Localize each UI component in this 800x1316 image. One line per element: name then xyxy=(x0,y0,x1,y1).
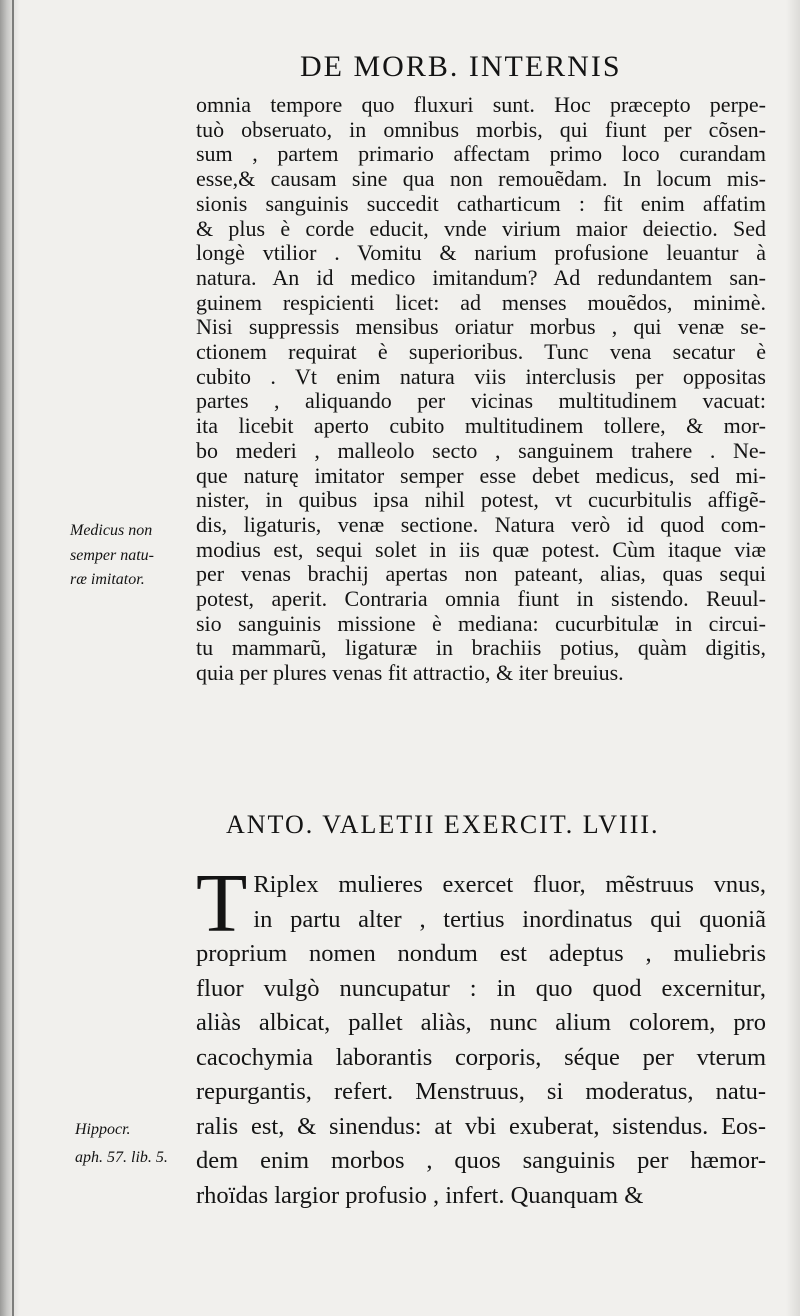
text-line: cubito . Vt enim natura viis interclusis per oppositas xyxy=(196,363,766,389)
margin-note-line: Hippocr. xyxy=(75,1121,131,1138)
text-line: ctionem requirat è superioribus. Tunc vena secatur è xyxy=(196,339,766,365)
margin-note-line: aph. 57. lib. 5. xyxy=(75,1149,168,1166)
text-line: tuò obseruato, in omnibus morbis, qui fiunt per cõsen- xyxy=(196,116,766,142)
text-line: potest, aperit. Contraria omnia fiunt in sistendo. Reuul- xyxy=(196,586,766,612)
text-line: esse,& causam sine qua non remouẽdam. In locum mis- xyxy=(196,166,766,192)
margin-note-hippocr xyxy=(75,1116,168,1172)
chapter-heading: ANTO. VALETII EXERCIT. LVIII. xyxy=(226,810,660,839)
book-binding-shadow xyxy=(0,0,20,1316)
body-text-section-2 xyxy=(196,857,766,1213)
text-line: partes , aliquando per vicinas multitudinem vacuat: xyxy=(196,388,766,414)
text-line: per venas brachij apertas non pateant, alias, quas sequi xyxy=(196,561,766,587)
text-line: dem enim morbos , quos sanguinis per hæmor- xyxy=(196,1147,766,1174)
text-line: dis, ligaturis, venæ sectione. Natura verò id quod com- xyxy=(196,511,766,537)
page-edge-shadow xyxy=(786,0,800,1316)
running-head: DE MORB. INTERNIS xyxy=(300,50,622,83)
text-line: cacochymia laborantis corporis, séque per vterum xyxy=(196,1043,766,1071)
text-line: rhoïdas largior profusio , infert. Quanquam & xyxy=(196,1181,644,1209)
margin-note-line: semper natu- xyxy=(70,546,154,564)
gutter-line xyxy=(12,0,14,1316)
text-line: repurgantis, refert. Menstruus, si moderatus, natu- xyxy=(196,1078,766,1105)
text-line: fluor vulgò nuncupatur : in quo quod excernitur, xyxy=(196,974,766,1002)
text-line: tu mammarũ, ligaturæ in brachiis potius, quàm digitis, xyxy=(196,635,766,661)
text-line: quia per plures venas fit attractio, & iter breuius. xyxy=(196,660,624,686)
text-line: sio sanguinis missione è mediana: cucurbitulæ in circui- xyxy=(196,610,766,636)
margin-note-medicus xyxy=(70,519,154,593)
drop-cap: T xyxy=(196,857,248,950)
margin-note-line: ræ imitator. xyxy=(70,571,145,588)
text-line: modius est, sequi solet in iis quæ potest. Cùm itaque viæ xyxy=(196,536,766,562)
text-line: & plus è corde educit, vnde virium maior deiectio. Sed xyxy=(196,215,766,241)
text-line: omnia tempore quo fluxuri sunt. Hoc præcepto perpe- xyxy=(196,92,766,117)
text-line: Riplex mulieres exercet fluor, mẽstruus vnus, xyxy=(253,871,766,898)
text-line: Nisi suppressis mensibus oriatur morbus , qui venæ se- xyxy=(196,314,766,340)
text-line: que naturę imitator semper esse debet medicus, sed mi- xyxy=(196,462,766,488)
text-line: aliàs albicat, pallet aliàs, nunc alium colorem, pro xyxy=(196,1009,766,1036)
text-line: proprium nomen nondum est adeptus , muliebris xyxy=(196,940,766,967)
text-line: ita licebit aperto cubito multitudinem tollere, & mor- xyxy=(196,413,766,439)
text-line: longè vtilior . Vomitu & narium profusione leuantur à xyxy=(196,240,766,266)
text-line: sum , partem primario affectam primo loco curandam xyxy=(196,141,766,167)
text-line: natura. An id medico imitandum? Ad redundantem san- xyxy=(196,264,766,290)
text-line: bo mederi , malleolo secto , sanguinem trahere . Ne- xyxy=(196,437,766,463)
text-line: sionis sanguinis succedit catharticum : fit enim affatim xyxy=(196,190,766,216)
text-line: guinem respicienti licet: ad menses mouẽdos, minimè. xyxy=(196,289,766,315)
body-text-section-1 xyxy=(196,93,766,686)
margin-note-line: Medicus non xyxy=(70,522,153,539)
text-line: nister, in quibus ipsa nihil potest, vt cucurbitulis affigẽ- xyxy=(196,487,766,513)
text-line: in partu alter , tertius inordinatus qui quoniã xyxy=(253,905,766,933)
text-line: ralis est, & sinendus: at vbi exuberat, sistendus. Eos- xyxy=(196,1112,766,1140)
